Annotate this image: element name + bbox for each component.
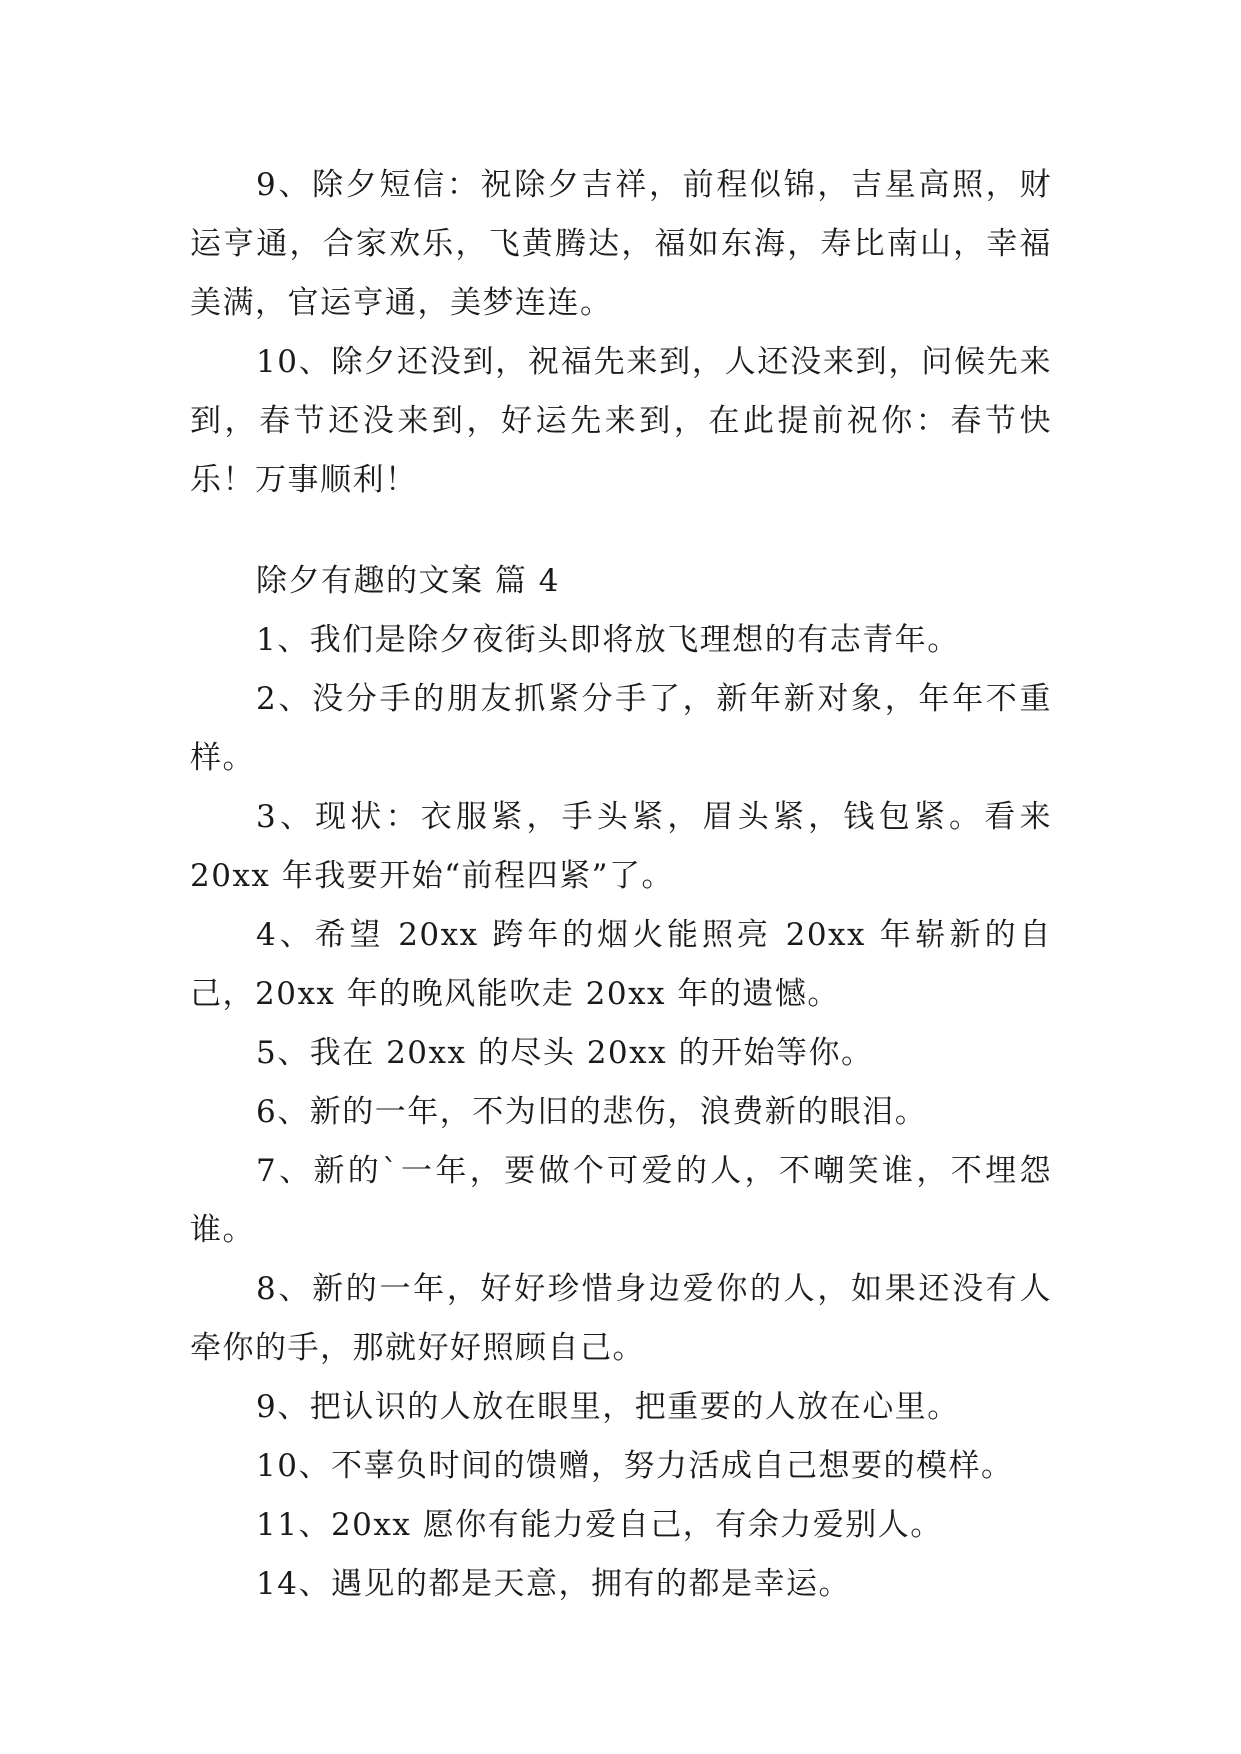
section-gap bbox=[190, 510, 1052, 552]
paragraph-b-8: 8、新的一年，好好珍惜身边爱你的人，如果还没有人牵你的手，那就好好照顾自己。 bbox=[190, 1271, 1052, 1366]
paragraph-b-5: 5、我在 20xx 的尽头 20xx 的开始等你。 bbox=[256, 1035, 874, 1071]
paragraph-b-12: 14、遇见的都是天意，拥有的都是幸运。 bbox=[256, 1566, 851, 1602]
paragraph-b-7: 7、新的`一年，要做个可爱的人，不嘲笑谁，不埋怨谁。 bbox=[190, 1153, 1052, 1248]
paragraph-b-9: 9、把认识的人放在眼里，把重要的人放在心里。 bbox=[256, 1389, 960, 1425]
paragraph-a-2: 10、除夕还没到，祝福先来到，人还没来到，问候先来到，春节还没来到，好运先来到，在此提前祝你：春节快乐！万事顺利！ bbox=[190, 344, 1052, 498]
paragraph-b-10: 10、不辜负时间的馈赠，努力活成自己想要的模样。 bbox=[256, 1448, 1014, 1484]
document-body bbox=[190, 156, 1052, 1614]
paragraph-b-2: 2、没分手的朋友抓紧分手了，新年新对象，年年不重样。 bbox=[190, 681, 1052, 776]
paragraph-b-3: 3、现状：衣服紧，手头紧，眉头紧，钱包紧。看来 20xx 年我要开始“前程四紧”了。 bbox=[190, 799, 1052, 894]
paragraph-a-1: 9、除夕短信：祝除夕吉祥，前程似锦，吉星高照，财运亨通，合家欢乐，飞黄腾达，福如东海，寿比南山，幸福美满，官运亨通，美梦连连。 bbox=[190, 167, 1052, 321]
paragraph-b-6: 6、新的一年，不为旧的悲伤，浪费新的眼泪。 bbox=[256, 1094, 928, 1130]
paragraph-b-1: 1、我们是除夕夜街头即将放飞理想的有志青年。 bbox=[256, 622, 960, 658]
section-heading: 除夕有趣的文案 篇 4 bbox=[256, 563, 560, 599]
paragraph-b-11: 11、20xx 愿你有能力爱自己，有余力爱别人。 bbox=[256, 1507, 943, 1543]
paragraph-b-4: 4、希望 20xx 跨年的烟火能照亮 20xx 年崭新的自己，20xx 年的晚风能吹走 20xx 年的遗憾。 bbox=[190, 917, 1052, 1012]
